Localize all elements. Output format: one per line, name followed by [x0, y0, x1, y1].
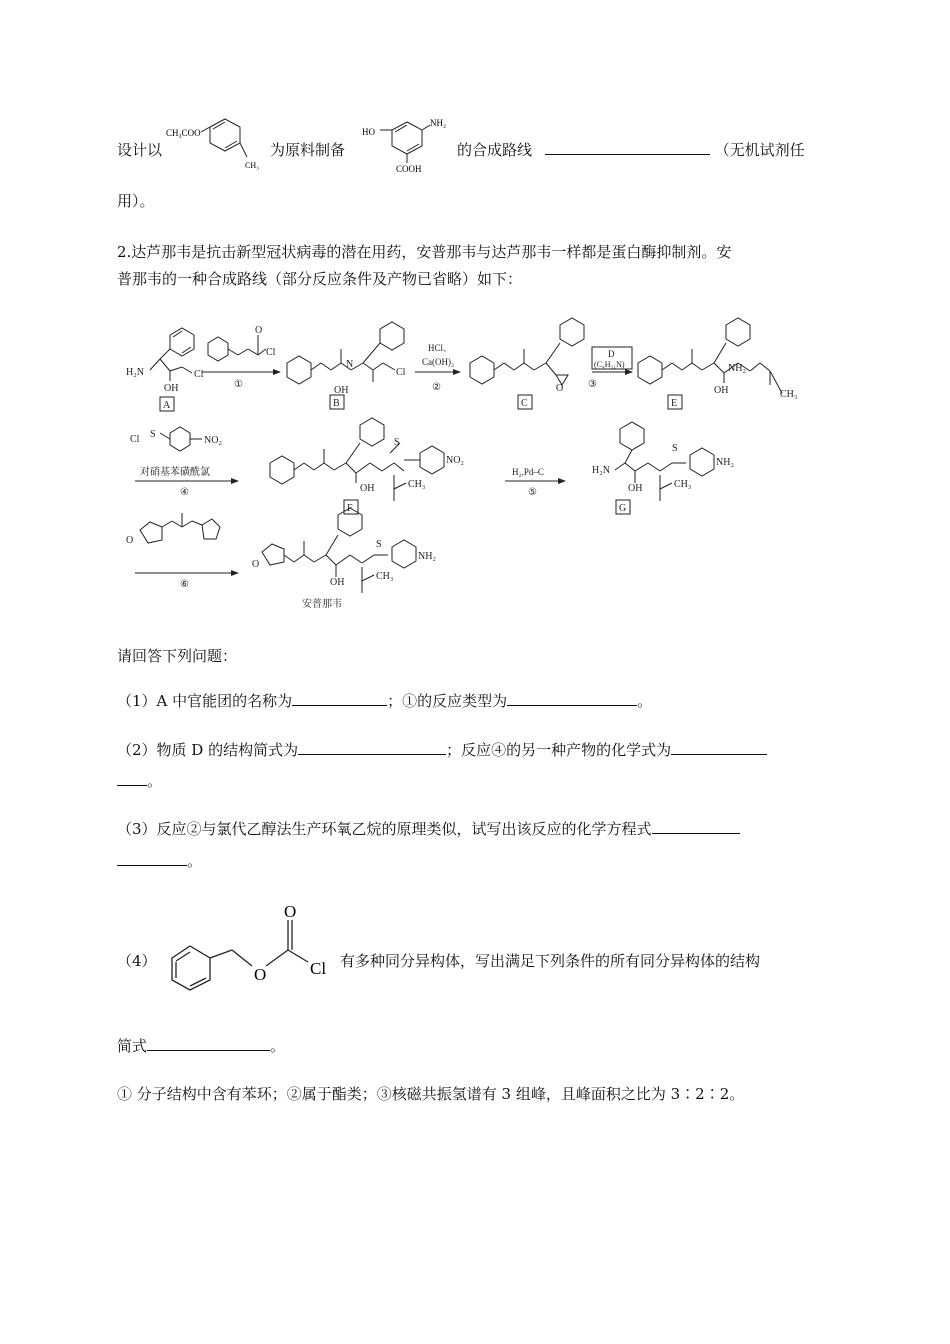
step-4: ④	[180, 487, 189, 498]
step-2: ②	[432, 382, 441, 393]
svg-text:CH₃: CH₃	[674, 479, 692, 490]
q1-suffix-line: 的合成路线 （无机试剂任	[457, 141, 805, 159]
question-4: （4）	[117, 952, 157, 970]
svg-text:O: O	[255, 325, 263, 336]
reactant-acetoxy: CH₃COO	[166, 128, 201, 138]
reactant-methyl: CH₃	[245, 161, 259, 170]
question-4-cont: 简式 。	[117, 1037, 286, 1055]
step-3: ③	[588, 379, 597, 390]
svg-text:OH: OH	[334, 385, 349, 396]
svg-text:Cl: Cl	[194, 369, 204, 380]
question-4-conditions: ① 分子结构中含有苯环；②属于酯类；③核磁共振氢谱有 3 组峰，且峰面积之比为 3∶2∶2。	[117, 1085, 745, 1103]
svg-text:O: O	[252, 559, 260, 570]
step2-reagent-hcl: HCl、	[428, 343, 453, 353]
chloro-cl: Cl	[310, 959, 327, 978]
svg-text:S: S	[150, 429, 156, 440]
answer-blank-2a[interactable]	[298, 739, 446, 755]
answer-blank-1b[interactable]	[507, 690, 637, 706]
question-3-cont: 。	[117, 850, 202, 872]
step3-reagent-formula: (C₄H₁₁N)	[594, 360, 625, 369]
answer-blank-2b-cont[interactable]	[117, 770, 147, 786]
step5-reagent: H₂,Pd–C	[512, 467, 544, 477]
svg-text:S: S	[376, 539, 382, 550]
svg-text:NO₂: NO₂	[204, 435, 222, 446]
ester-o: O	[254, 965, 267, 984]
step-5: ⑤	[528, 487, 537, 498]
svg-text:H₂N: H₂N	[126, 367, 144, 378]
product-nh2: NH₂	[430, 118, 447, 128]
product-cooh: COOH	[396, 164, 422, 174]
product-name-label: 安普那韦	[302, 599, 342, 610]
q2-intro-1: 2.达芦那韦是抗击新型冠状病毒的潜在用药，安普那韦与达芦那韦一样都是蛋白酶抑制剂。安	[117, 243, 732, 261]
step3-reagent-d: D	[608, 349, 615, 359]
label-f: F	[347, 503, 353, 514]
svg-text:Cl: Cl	[396, 367, 406, 378]
svg-text:NO₂: NO₂	[446, 455, 464, 466]
svg-text:OH: OH	[330, 577, 345, 588]
q1-mid: 为原料制备	[270, 141, 346, 159]
synthesis-scheme	[120, 315, 820, 615]
carbonyl-o: O	[284, 902, 297, 921]
svg-text:NH₂: NH₂	[418, 551, 436, 562]
svg-text:S: S	[672, 443, 678, 454]
question-3: （3）反应②与氯代乙醇法生产环氧乙烷的原理类似，试写出该反应的化学方程式	[117, 818, 740, 840]
svg-text:CH₃: CH₃	[780, 389, 798, 400]
svg-text:OH: OH	[360, 483, 375, 494]
svg-text:N: N	[346, 359, 354, 370]
label-g: G	[619, 503, 627, 514]
question-2: （2）物质 D 的结构简式为 ；反应④的另一种产物的化学式为	[117, 739, 767, 761]
answer-blank-4[interactable]	[147, 1035, 270, 1051]
question-1: （1）A 中官能团的名称为 ；①的反应类型为 。	[117, 692, 653, 710]
svg-text:Cl: Cl	[130, 434, 140, 445]
label-e: E	[671, 398, 678, 409]
question-2-cont: 。	[117, 770, 162, 792]
svg-text:S: S	[394, 437, 400, 448]
answer-blank-2b[interactable]	[671, 739, 767, 755]
q1-cont: 用）。	[117, 192, 155, 210]
answer-blank-3-cont[interactable]	[117, 850, 187, 866]
svg-text:O: O	[556, 383, 564, 394]
q1-route-line	[117, 139, 162, 161]
svg-text:OH: OH	[164, 383, 179, 394]
label-b: B	[333, 398, 340, 409]
svg-text:NH₂: NH₂	[716, 457, 734, 468]
answer-blank-1a[interactable]	[292, 690, 387, 706]
answer-blank-route[interactable]	[545, 139, 710, 155]
label-a: A	[163, 400, 171, 411]
svg-text:OH: OH	[714, 385, 729, 396]
product-ho: HO	[362, 127, 375, 137]
step-1: ①	[234, 379, 243, 390]
svg-text:O: O	[126, 535, 134, 546]
answer-blank-3[interactable]	[652, 818, 740, 834]
label-c: C	[521, 398, 528, 409]
svg-text:CH₃: CH₃	[408, 479, 426, 490]
svg-text:OH: OH	[628, 483, 643, 494]
svg-text:CH₃: CH₃	[376, 571, 394, 582]
svg-text:NH₂: NH₂	[728, 363, 746, 374]
step4-reagent: 对硝基苯磺酰氯	[140, 467, 210, 478]
step2-reagent-caoh2: Ca(OH)₂	[422, 357, 455, 367]
q2-intro-2: 普那韦的一种合成路线（部分反应条件及产物已省略）如下：	[117, 270, 523, 288]
q2-prompt: 请回答下列问题：	[117, 647, 238, 665]
step-6: ⑥	[180, 579, 189, 590]
benzyl-chloroformate-structure	[160, 898, 340, 998]
question-4-text: 有多种同分异构体，写出满足下列条件的所有同分异构体的结构	[340, 952, 761, 970]
svg-text:H₂N: H₂N	[592, 465, 610, 476]
reactant-structure	[165, 110, 270, 175]
svg-text:Cl: Cl	[266, 347, 276, 358]
product-structure	[360, 108, 460, 178]
q1-prefix: 设计以	[117, 141, 163, 159]
